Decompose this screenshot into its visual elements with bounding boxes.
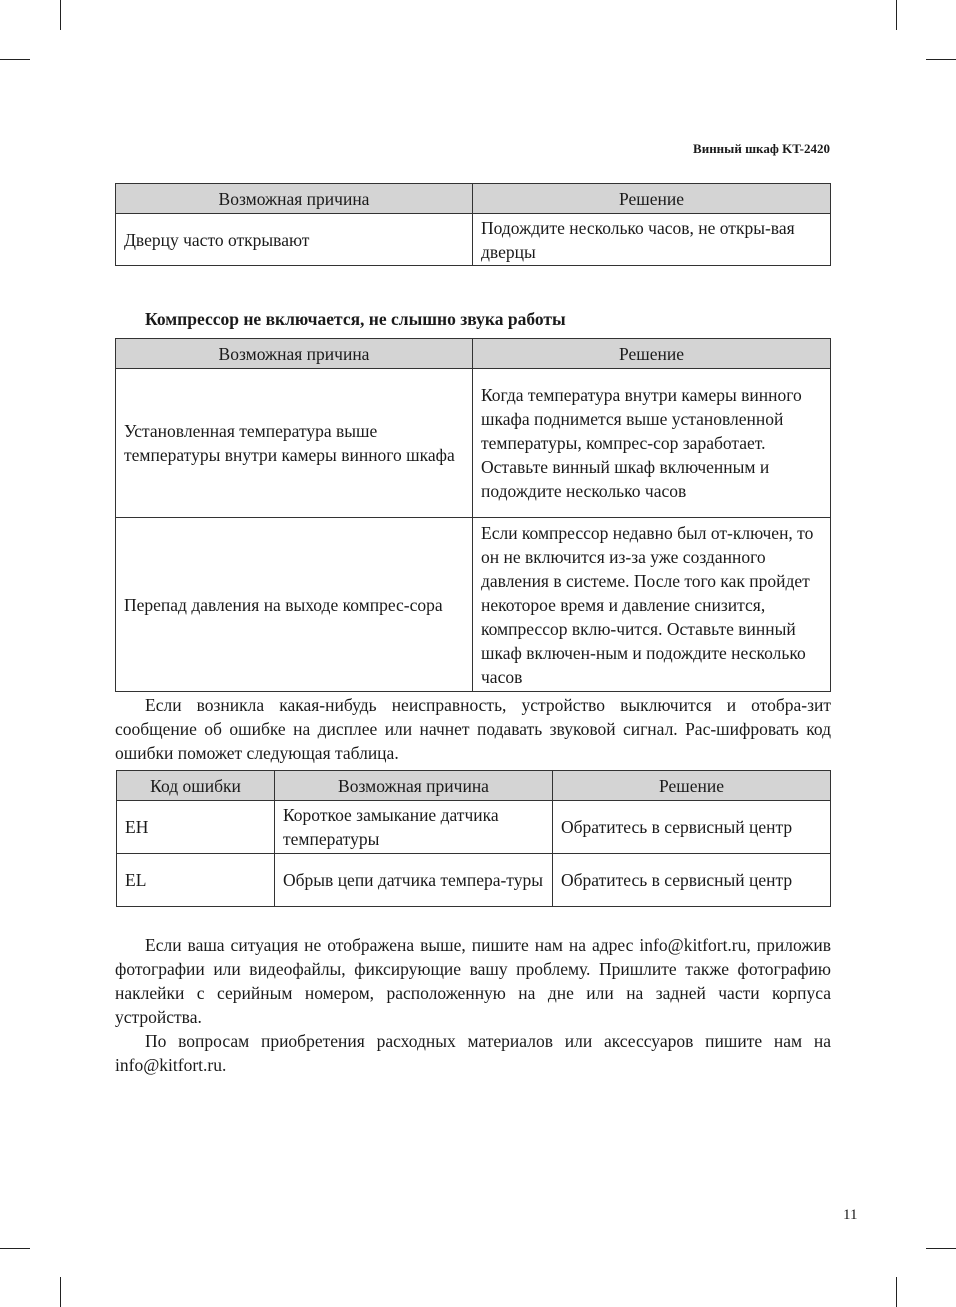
accessories-paragraph [115,1029,831,1077]
crop-mark [896,0,897,30]
cause-cell: Обрыв цепи датчика темпера-туры [275,854,553,907]
door-table [115,183,831,266]
crop-mark [926,59,956,60]
column-header-cause: Возможная причина [116,339,473,369]
running-header: Винный шкаф KT-2420 [693,141,830,156]
table-row [116,214,831,266]
contact-paragraph [115,933,831,1029]
column-header-cause: Возможная причина [116,184,473,214]
error-code-table [116,770,831,907]
column-header-code: Код ошибки [117,771,275,801]
error-intro-text: Если возникла какая-нибудь неисправность, устройство выключится и отобра-зит сообщение об ошибке на дисплее или начнет подавать звуковой сигнал. Рас-шифровать код ошибки поможет следующая таблица. [115,695,831,763]
solution-cell: Подождите несколько часов, не откры-вая дверцы [473,214,831,266]
contact-text: Если ваша ситуация не отображена выше, пишите нам на адрес info@kitfort.ru, приложив фотографии или видеофайлы, фиксирующие вашу проблему. Пришлите также фотографию наклейки с серийным номером, расположенную на дне или на задней части корпуса устройства. [115,935,831,1027]
error-intro-paragraph [115,693,831,765]
solution-cell: Если компрессор недавно был от-ключен, то он не включится из-за уже созданного давления в системе. После того как пройдет некоторое время и давление снизится, компрессор вклю-чится. Оставьте винный шкаф включен-ным и подождите несколько часов [473,518,831,692]
table-row [117,854,831,907]
cause-cell: Перепад давления на выходе компрес-сора [116,518,473,692]
column-header-solution: Решение [553,771,831,801]
error-code-cell: EH [117,801,275,854]
crop-mark [0,59,30,60]
table-row [116,518,831,692]
cause-cell: Короткое замыкание датчика температуры [275,801,553,854]
solution-cell: Обратитесь в сервисный центр [553,801,831,854]
solution-cell: Обратитесь в сервисный центр [553,854,831,907]
cause-cell: Установленная температура выше температуры внутри камеры винного шкафа [116,369,473,518]
section-title: Компрессор не включается, не слышно звука работы [145,309,566,329]
accessories-text: По вопросам приобретения расходных материалов или аксессуаров пишите нам на info@kitfort.ru. [115,1031,831,1075]
crop-mark [0,1248,30,1249]
crop-mark [896,1277,897,1307]
error-code-cell: EL [117,854,275,907]
crop-mark [60,1277,61,1307]
solution-cell: Когда температура внутри камеры винного шкафа поднимется выше установленной температуры, компрес-сор заработает. Оставьте винный шкаф включенным и подождите несколько часов [473,369,831,518]
column-header-solution: Решение [473,339,831,369]
crop-mark [60,0,61,30]
table-row [116,369,831,518]
table-row [117,801,831,854]
column-header-solution: Решение [473,184,831,214]
column-header-cause: Возможная причина [275,771,553,801]
page-number: 11 [843,1207,858,1223]
crop-mark [926,1248,956,1249]
compressor-table [115,338,831,692]
cause-cell: Дверцу часто открывают [116,214,473,266]
